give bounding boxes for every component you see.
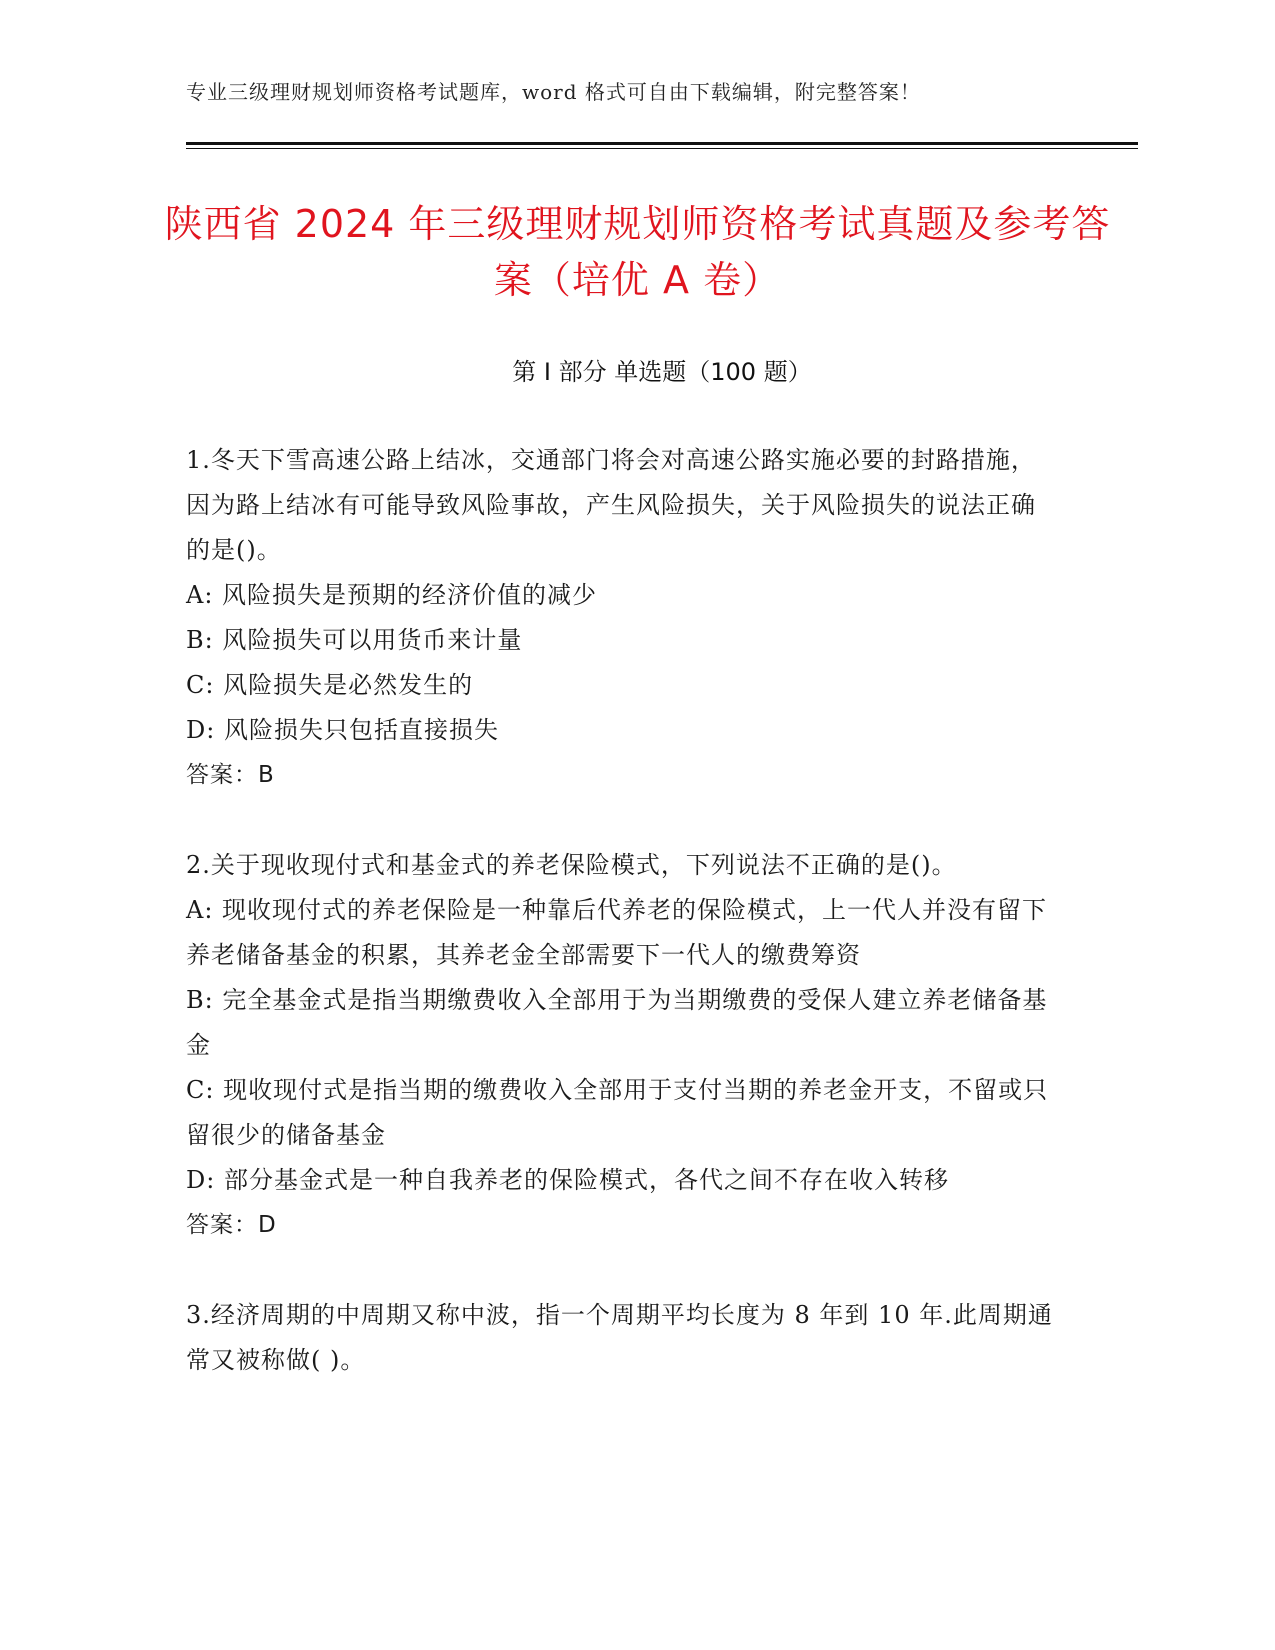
header-rule-thick bbox=[186, 142, 1138, 145]
question-list bbox=[186, 438, 1056, 1428]
section-title: 第 I 部分 单选题（100 题） bbox=[512, 358, 812, 386]
question-stem: 2.关于现收现付式和基金式的养老保险模式，下列说法不正确的是()。 bbox=[186, 851, 957, 879]
document-title: 陕西省 2024 年三级理财规划师资格考试真题及参考答案（培优 A 卷） bbox=[164, 202, 1111, 302]
option-d: D: 部分基金式是一种自我养老的保险模式，各代之间不存在收入转移 bbox=[186, 1166, 949, 1194]
option-a: A: 现收现付式的养老保险是一种靠后代养老的保险模式，上一代人并没有留下养老储备基金的积累，其养老金全部需要下一代人的缴费筹资 bbox=[186, 896, 1048, 969]
option-d: D: 风险损失只包括直接损失 bbox=[186, 716, 499, 744]
header-rule-thin bbox=[186, 148, 1138, 149]
question-2 bbox=[186, 843, 1056, 1248]
question-3 bbox=[186, 1293, 1056, 1383]
header-note: 专业三级理财规划师资格考试题库，word 格式可自由下载编辑，附完整答案！ bbox=[186, 80, 921, 104]
question-stem: 1.冬天下雪高速公路上结冰，交通部门将会对高速公路实施必要的封路措施，因为路上结冰有可能导致风险事故，产生风险损失，关于风险损失的说法正确的是()。 bbox=[186, 446, 1036, 564]
question-stem: 3.经济周期的中周期又称中波，指一个周期平均长度为 8 年到 10 年.此周期通常又被称做( )。 bbox=[186, 1301, 1053, 1374]
question-1 bbox=[186, 438, 1056, 798]
option-c: C: 现收现付式是指当期的缴费收入全部用于支付当期的养老金开支，不留或只留很少的储备基金 bbox=[186, 1076, 1049, 1149]
option-c: C: 风险损失是必然发生的 bbox=[186, 671, 474, 699]
option-b: B: 风险损失可以用货币来计量 bbox=[186, 626, 523, 654]
option-a: A: 风险损失是预期的经济价值的减少 bbox=[186, 581, 598, 609]
answer: 答案：B bbox=[186, 762, 275, 788]
answer: 答案：D bbox=[186, 1212, 277, 1238]
option-b: B: 完全基金式是指当期缴费收入全部用于为当期缴费的受保人建立养老储备基金 bbox=[186, 986, 1048, 1059]
